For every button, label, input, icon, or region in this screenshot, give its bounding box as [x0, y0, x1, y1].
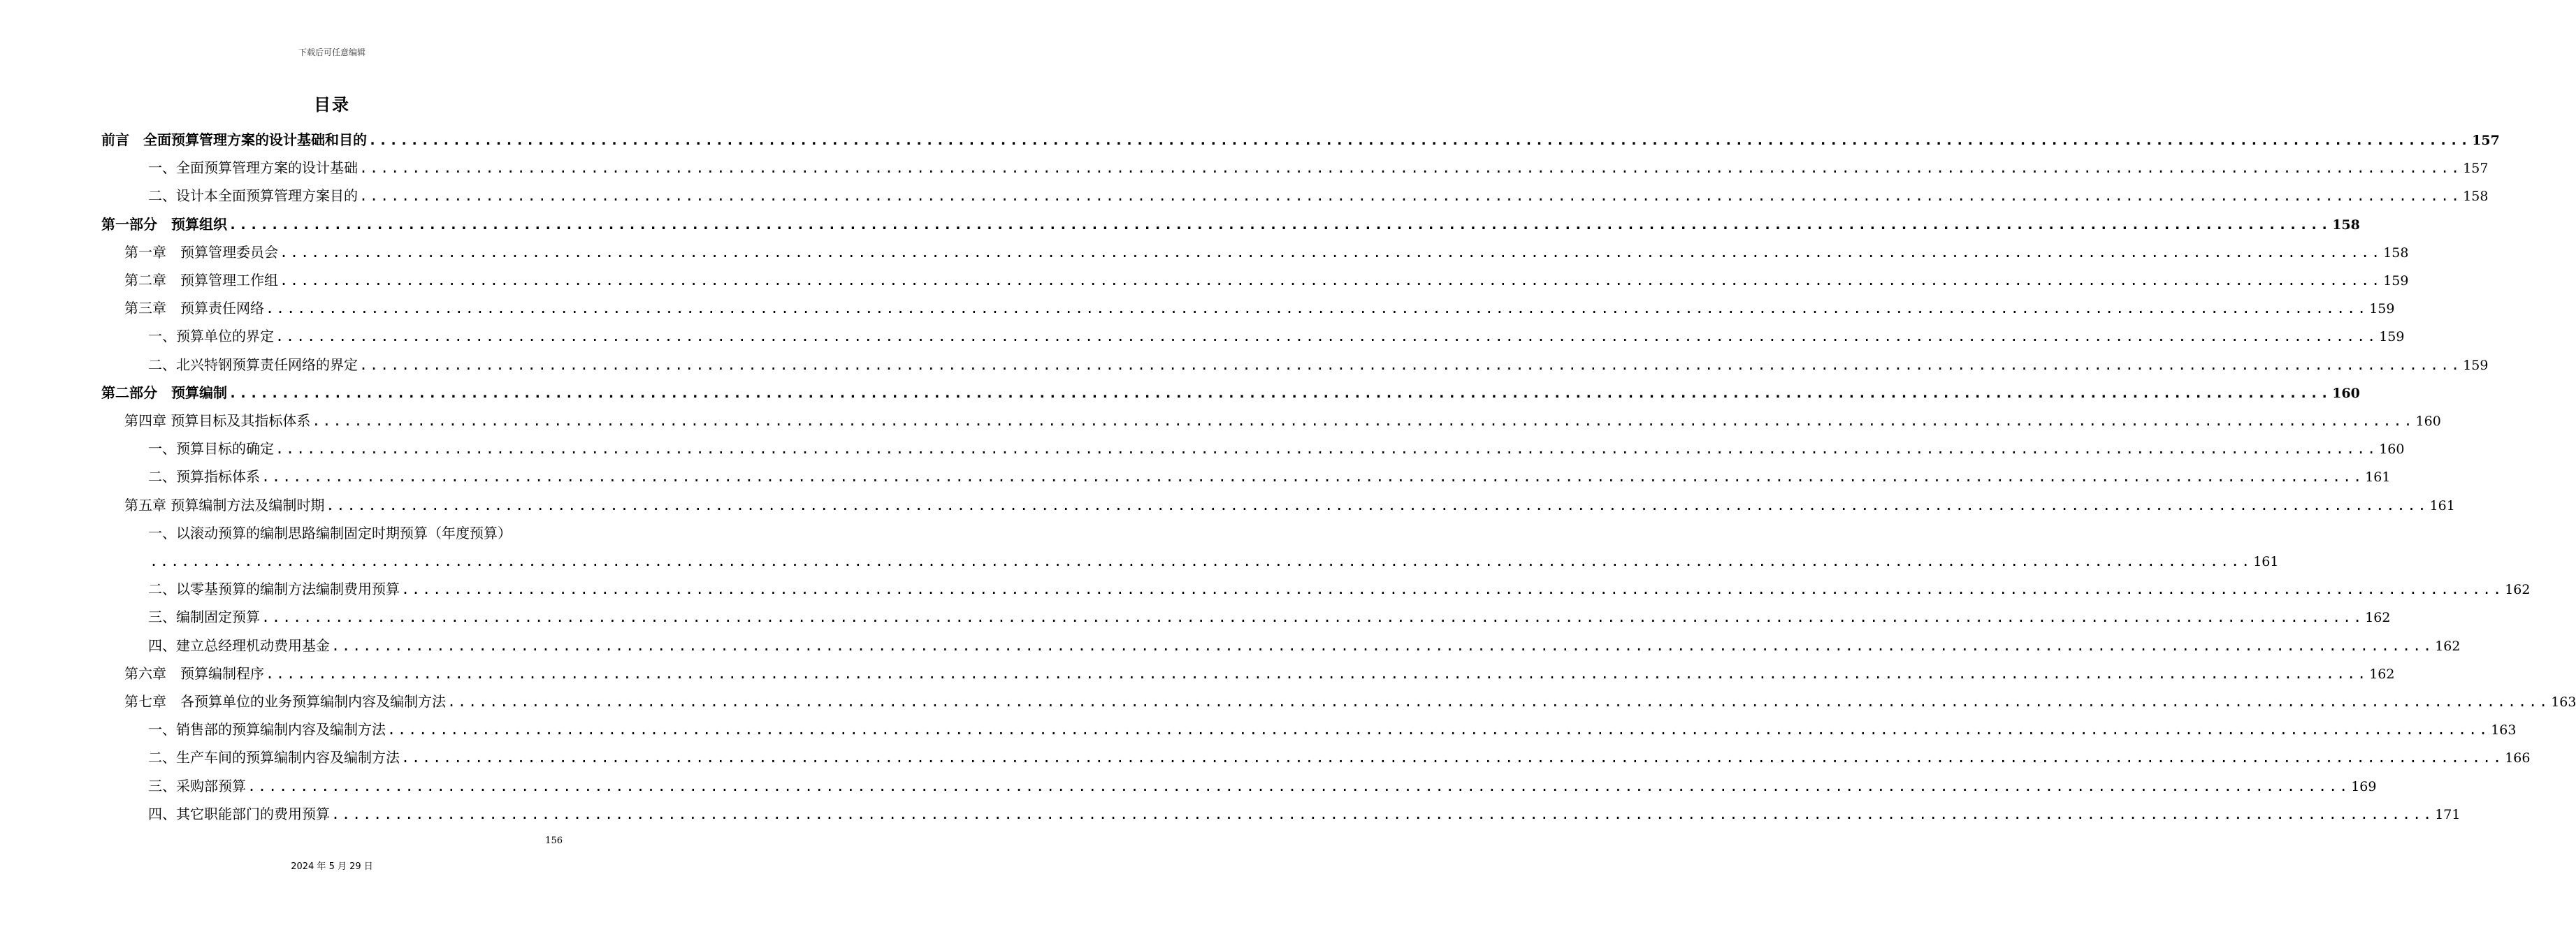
toc-entry-title: 四、建立总经理机动费用基金 — [148, 636, 330, 654]
toc-entry[interactable] — [101, 379, 2360, 407]
toc-entry[interactable] — [124, 660, 2395, 687]
toc-entry-title: 三、编制固定预算 — [148, 609, 260, 626]
toc-leader-dots: ........................................................................................................................................................................................................ — [401, 581, 2504, 598]
toc-entry[interactable] — [148, 463, 2391, 490]
toc-leader-dots: ........................................................................................................................................................................................................ — [280, 272, 2382, 289]
toc-leader-dots: ........................................................................................................................................................................................................ — [326, 496, 2429, 514]
toc-entry[interactable] — [148, 154, 2489, 182]
toc-entry-title: 二、预算指标体系 — [148, 468, 260, 486]
toc-entry-page: 162 — [2365, 610, 2391, 626]
toc-entry-title: 前言 全面预算管理方案的设计基础和目的 — [101, 131, 367, 148]
toc-leader-dots: ........................................................................................................................................................................................................ — [261, 468, 2364, 486]
footer-date: 2024 年 5 月 29 日 — [291, 861, 373, 872]
toc-entry[interactable] — [148, 715, 2517, 743]
toc-leader-dots: ........................................................................................................................................................................................................ — [280, 243, 2382, 261]
toc-leader-dots: ........................................................................................................................................................................................................ — [261, 609, 2364, 626]
toc-entry[interactable] — [148, 603, 2391, 631]
toc-entry-page: 158 — [2463, 189, 2489, 205]
toc-entry-page: 162 — [2435, 638, 2461, 654]
toc-entry-page: 159 — [2383, 273, 2409, 289]
toc-entry-title: 二、设计本全面预算管理方案目的 — [148, 187, 358, 205]
toc-leader-dots: ........................................................................................................................................................................................................ — [359, 356, 2462, 373]
toc-entry-title: 第四章 预算目标及其指标体系 — [124, 412, 311, 429]
toc-leader-dots: ........................................................................................................................................................................................................ — [312, 412, 2415, 429]
toc-entry-page: 157 — [2463, 161, 2489, 177]
toc-entry-title: 二、北兴特钢预算责任网络的界定 — [148, 356, 358, 373]
toc-entry-page: 161 — [2253, 554, 2279, 569]
toc-entry-title: 一、以滚动预算的编制思路编制固定时期预算（年度预算） — [148, 524, 512, 541]
toc-entry[interactable] — [148, 743, 2531, 771]
toc-entry-title: 第五章 预算编制方法及编制时期 — [124, 496, 325, 514]
toc-entry-page: 160 — [2379, 442, 2405, 458]
toc-entry-title: 三、采购部预算 — [148, 777, 246, 794]
toc-entry-title: 第二部分 预算编制 — [101, 384, 227, 401]
toc-entry-page: 161 — [2429, 497, 2455, 514]
toc-entry[interactable] — [148, 772, 2377, 800]
toc-entry-title: 二、以零基预算的编制方法编制费用预算 — [148, 581, 400, 598]
toc-leader-dots: ........................................................................................................................................................................................................ — [331, 636, 2434, 654]
toc-entry-title: 一、销售部的预算编制内容及编制方法 — [148, 721, 386, 738]
toc-entry-page: 169 — [2351, 778, 2377, 794]
toc-entry-page: 162 — [2369, 666, 2395, 682]
toc-leader-dots: ........................................................................................................................................................................................................ — [331, 805, 2434, 822]
toc-entry-page: 157 — [2472, 133, 2500, 148]
toc-entry-page: 159 — [2463, 357, 2489, 373]
toc-leader-dots: ........................................................................................................................................................................................................ — [387, 721, 2490, 738]
toc-entry-title: 第六章 预算编制程序 — [124, 664, 264, 682]
toc-entry[interactable] — [124, 266, 2409, 294]
toc-entry[interactable] — [101, 210, 2360, 238]
toc-leader-dots: ........................................................................................................................................................................................................ — [266, 664, 2368, 682]
toc-entry[interactable] — [148, 182, 2489, 210]
toc-leader-dots: ........................................................................................................................................................................................................ — [447, 693, 2550, 710]
toc-entry-page: 163 — [2491, 722, 2517, 738]
toc-leader-dots: ........................................................................................................................................................................................................ — [229, 215, 2331, 233]
toc-entry[interactable] — [124, 491, 2455, 519]
toc-leader-dots: ........................................................................................................................................................................................................ — [359, 187, 2462, 205]
toc-entry-title: 第一部分 预算组织 — [101, 215, 227, 233]
toc-entry-title: 二、生产车间的预算编制内容及编制方法 — [148, 749, 400, 766]
toc-entry[interactable] — [124, 294, 2395, 322]
toc-entry-page: 160 — [2415, 414, 2441, 429]
toc-entry[interactable] — [148, 519, 563, 547]
toc-title: 目录 — [314, 95, 350, 115]
toc-entry-title: 第七章 各预算单位的业务预算编制内容及编制方法 — [124, 693, 446, 710]
header-note: 下载后可任意编辑 — [298, 48, 366, 57]
toc-entry-page: 163 — [2551, 694, 2576, 710]
toc-entry[interactable] — [148, 435, 2405, 463]
toc-entry[interactable] — [148, 351, 2489, 379]
toc-leader-dots: ........................................................................................................................................................................................................ — [266, 300, 2368, 317]
toc-entry-page: 160 — [2332, 385, 2360, 401]
toc-entry-title: 第二章 预算管理工作组 — [124, 272, 278, 289]
toc-entry-page: 166 — [2505, 750, 2531, 766]
toc-entry-page: 158 — [2383, 245, 2409, 261]
toc-entry-title: 第三章 预算责任网络 — [124, 300, 264, 317]
toc-leader-dots: ........................................................................................................................................................................................................ — [368, 131, 2471, 148]
toc-entry[interactable] — [124, 687, 2576, 715]
toc-entry[interactable] — [124, 238, 2409, 266]
toc-entry-page: 161 — [2365, 470, 2391, 486]
toc-entry[interactable] — [148, 547, 2279, 575]
toc-entry[interactable] — [101, 126, 2500, 154]
toc-entry-page: 162 — [2505, 582, 2531, 598]
toc-leader-dots: ........................................................................................................................................................................................................ — [275, 328, 2378, 345]
toc-entry-page: 159 — [2369, 301, 2395, 317]
toc-entry-title: 四、其它职能部门的费用预算 — [148, 805, 330, 822]
toc-leader-dots: ........................................................................................................................................................................................................ — [247, 777, 2350, 794]
toc-entry[interactable] — [124, 407, 2441, 435]
page-number: 156 — [545, 836, 563, 846]
toc-leader-dots: ........................................................................................................................................................................................................ — [150, 553, 2252, 569]
toc-leader-dots: ........................................................................................................................................................................................................ — [401, 749, 2504, 766]
toc-entry-page: 159 — [2379, 329, 2405, 345]
toc-entry[interactable] — [148, 800, 2461, 828]
toc-leader-dots: ........................................................................................................................................................................................................ — [229, 384, 2331, 401]
toc-entry-page: 158 — [2332, 217, 2360, 233]
toc-leader-dots: ........................................................................................................................................................................................................ — [275, 440, 2378, 458]
toc-leader-dots: ........................................................................................................................................................................................................ — [359, 159, 2462, 177]
toc-entry[interactable] — [148, 632, 2461, 660]
toc-entry-title: 第一章 预算管理委员会 — [124, 243, 278, 261]
toc-entry-page: 171 — [2435, 806, 2461, 822]
toc-entry[interactable] — [148, 322, 2405, 350]
toc-entry-title: 一、预算目标的确定 — [148, 440, 274, 458]
toc-entry-title: 一、全面预算管理方案的设计基础 — [148, 159, 358, 177]
toc-entry[interactable] — [148, 575, 2531, 603]
toc-entry-title: 一、预算单位的界定 — [148, 328, 274, 345]
